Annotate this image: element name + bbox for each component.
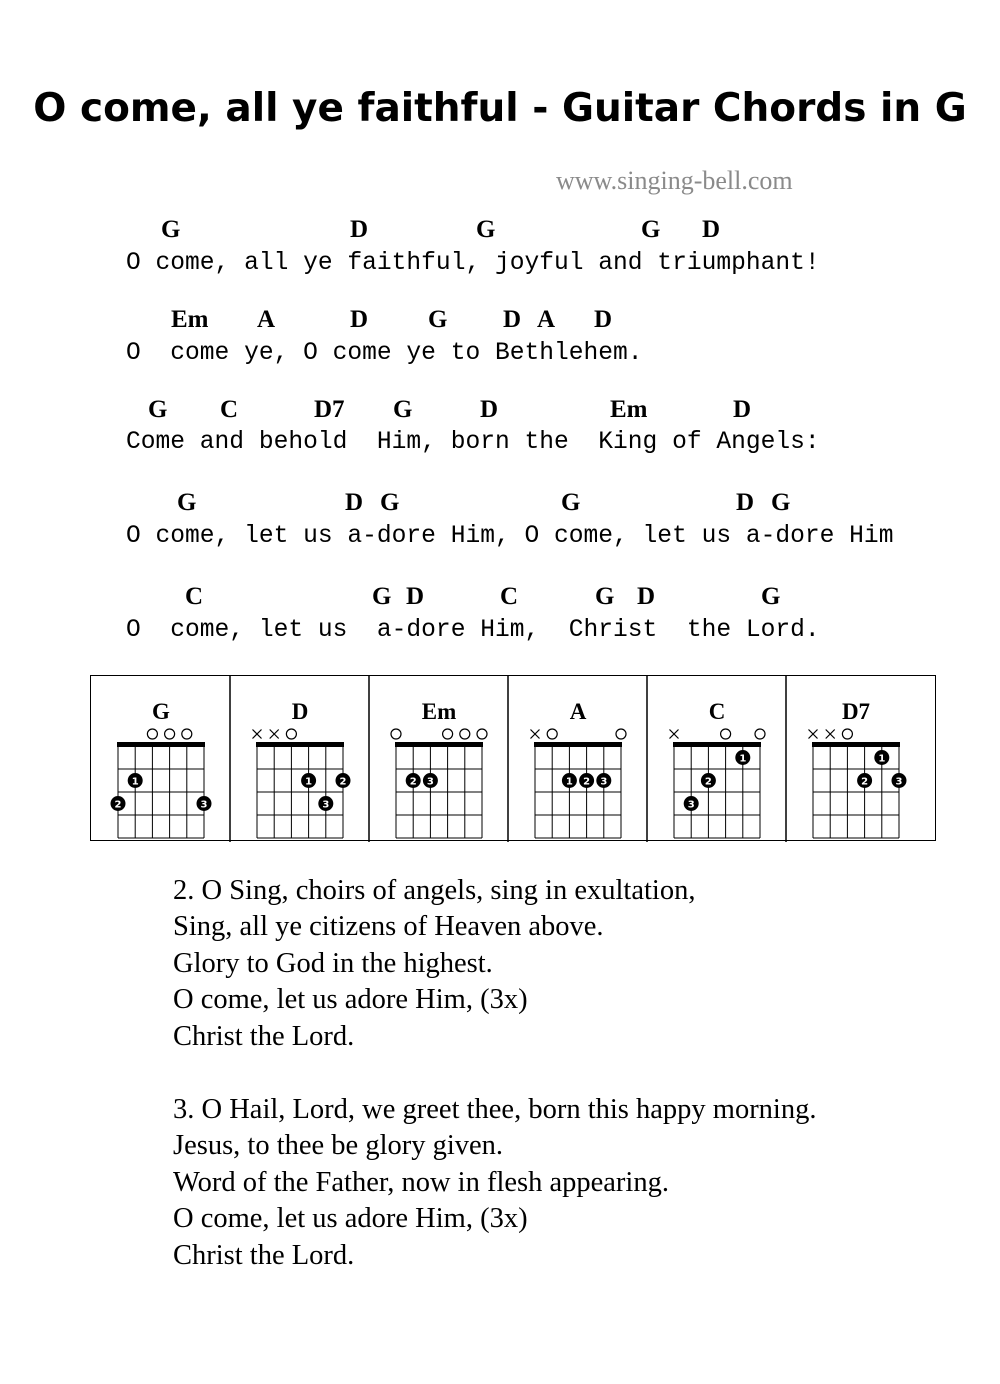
page-title: O come, all ye faithful - Guitar Chords in G bbox=[33, 86, 967, 131]
open-string-marker bbox=[755, 729, 765, 739]
finger-number: 3 bbox=[322, 799, 330, 811]
lyric-line: O come ye, O come ye to Bethlehem. bbox=[126, 340, 643, 367]
finger-number: 1 bbox=[305, 776, 313, 788]
finger-number: 3 bbox=[895, 776, 903, 788]
chord-label: G bbox=[372, 583, 392, 610]
open-string-marker bbox=[182, 729, 192, 739]
finger-number: 1 bbox=[878, 753, 886, 765]
finger-number: 3 bbox=[600, 776, 608, 788]
chord-label: G bbox=[148, 396, 168, 423]
verse-line: 3. O Hail, Lord, we greet thee, born this happy morning. bbox=[173, 1094, 817, 1125]
chord-name: D7 bbox=[841, 699, 871, 724]
chord-label: Em bbox=[171, 306, 209, 333]
open-string-marker bbox=[460, 729, 470, 739]
chord-label: D bbox=[406, 583, 425, 610]
chord-label: G bbox=[380, 489, 400, 516]
verse-line: Word of the Father, now in flesh appearing. bbox=[173, 1166, 669, 1198]
finger-number: 2 bbox=[114, 799, 122, 811]
finger-number: 2 bbox=[861, 776, 869, 788]
lyric-line: Come and behold Him, born the King of Angels: bbox=[126, 429, 820, 456]
open-string-marker bbox=[286, 729, 296, 739]
finger-number: 1 bbox=[131, 776, 139, 788]
nut bbox=[256, 742, 344, 747]
nut bbox=[395, 742, 483, 747]
chord-label: A bbox=[257, 306, 276, 333]
finger-number: 2 bbox=[339, 776, 347, 788]
verse-line: 2. O Sing, choirs of angels, sing in exultation, bbox=[173, 875, 696, 906]
chord-label: D bbox=[345, 489, 364, 516]
open-string-marker bbox=[547, 729, 557, 739]
finger-number: 1 bbox=[565, 776, 573, 788]
open-string-marker bbox=[842, 729, 852, 739]
chord-chart bbox=[90, 675, 936, 841]
verse-2 bbox=[173, 873, 695, 1055]
verse-line: Christ the Lord. bbox=[173, 1020, 355, 1052]
open-string-marker bbox=[147, 729, 157, 739]
verse-line: Jesus, to thee be glory given. bbox=[173, 1130, 504, 1162]
chord-label: D bbox=[350, 306, 369, 333]
nut bbox=[673, 742, 761, 747]
chord-label: Em bbox=[610, 396, 648, 423]
chord-label: G bbox=[641, 216, 661, 243]
chord-label: D bbox=[594, 306, 613, 333]
finger-number: 3 bbox=[687, 799, 695, 811]
chord-label: G bbox=[771, 489, 791, 516]
chord-label: G bbox=[393, 396, 413, 423]
chord-label: D bbox=[702, 216, 721, 243]
nut bbox=[117, 742, 205, 747]
open-string-marker bbox=[721, 729, 731, 739]
chord-label: G bbox=[761, 583, 781, 610]
chord-label: A bbox=[537, 306, 556, 333]
chord-label: D bbox=[637, 583, 656, 610]
chord-label: C bbox=[500, 583, 519, 610]
chord-name: A bbox=[569, 699, 587, 724]
chord-label: D bbox=[503, 306, 522, 333]
open-string-marker bbox=[616, 729, 626, 739]
chord-label: D7 bbox=[314, 396, 345, 423]
lyric-line: O come, let us a-dore Him, O come, let us a-dore Him bbox=[126, 523, 894, 550]
verse-line: Sing, all ye citizens of Heaven above. bbox=[173, 911, 604, 943]
chord-label: G bbox=[561, 489, 581, 516]
open-string-marker bbox=[443, 729, 453, 739]
finger-number: 3 bbox=[426, 776, 434, 788]
chord-diagrams bbox=[91, 676, 937, 842]
verse-line: Christ the Lord. bbox=[173, 1239, 355, 1271]
chord-name: Em bbox=[421, 699, 457, 724]
finger-number: 1 bbox=[739, 753, 747, 765]
open-string-marker bbox=[391, 729, 401, 739]
chord-label: D bbox=[733, 396, 752, 423]
chord-label: G bbox=[476, 216, 496, 243]
chord-name: D bbox=[291, 699, 309, 724]
verse-line: O come, let us adore Him, (3x) bbox=[173, 984, 528, 1016]
lyric-line: O come, all ye faithful, joyful and triumphant! bbox=[126, 250, 820, 277]
website-url: www.singing-bell.com bbox=[556, 166, 793, 195]
chord-label: C bbox=[185, 583, 204, 610]
chord-label: D bbox=[350, 216, 369, 243]
lyric-line: O come, let us a-dore Him, Christ the Lord. bbox=[126, 617, 820, 644]
verse-3 bbox=[173, 1092, 816, 1274]
nut bbox=[534, 742, 622, 747]
chord-name: C bbox=[708, 699, 726, 724]
finger-number: 2 bbox=[704, 776, 712, 788]
finger-number: 2 bbox=[583, 776, 591, 788]
chord-name: G bbox=[152, 699, 170, 724]
chord-label: G bbox=[161, 216, 181, 243]
verse-line: O come, let us adore Him, (3x) bbox=[173, 1203, 528, 1235]
finger-number: 3 bbox=[200, 799, 208, 811]
verse-line: Glory to God in the highest. bbox=[173, 947, 493, 979]
chord-label: C bbox=[220, 396, 239, 423]
chord-label: G bbox=[428, 306, 448, 333]
open-string-marker bbox=[165, 729, 175, 739]
chord-label: D bbox=[480, 396, 499, 423]
chord-label: G bbox=[177, 489, 197, 516]
chord-label: G bbox=[595, 583, 615, 610]
chord-label: D bbox=[736, 489, 755, 516]
open-string-marker bbox=[477, 729, 487, 739]
finger-number: 2 bbox=[409, 776, 417, 788]
nut bbox=[812, 742, 900, 747]
